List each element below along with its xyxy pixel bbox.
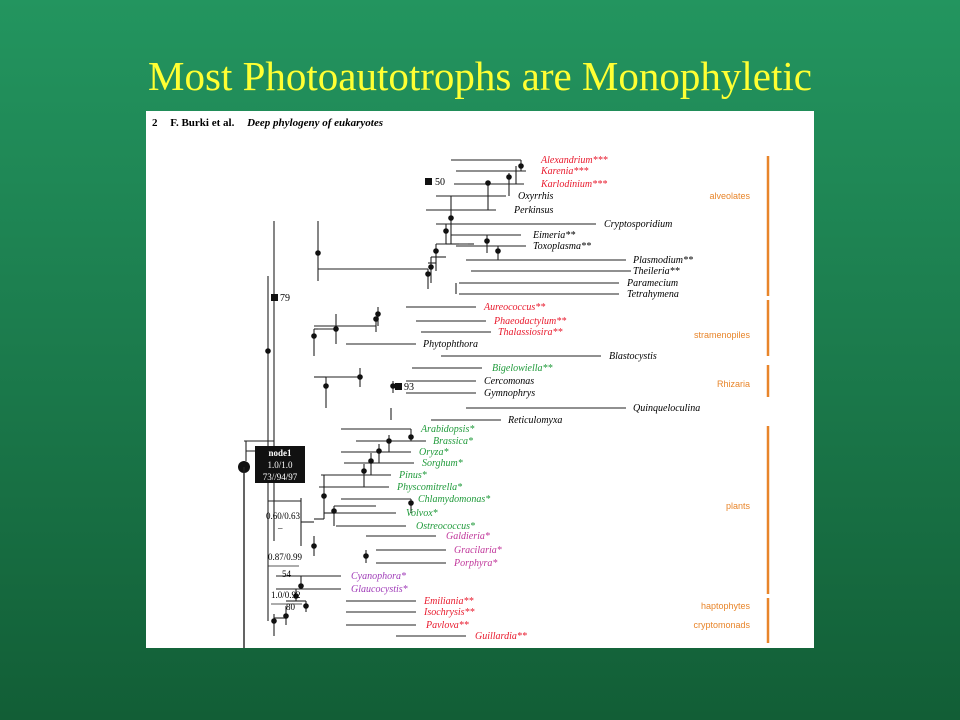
taxon-label: Porphyra* <box>454 558 498 569</box>
taxon-label: Emiliania** <box>424 596 474 607</box>
taxon-label: Cercomonas <box>484 376 535 387</box>
taxon-label: Gymnophrys <box>484 388 536 399</box>
tree-node <box>443 228 449 234</box>
tree-node <box>425 271 431 277</box>
taxon-label: Physcomitrella* <box>397 482 463 493</box>
tree-node <box>433 248 439 254</box>
tree-node <box>376 448 382 454</box>
taxon-label: Karlodinium*** <box>541 179 608 190</box>
taxon-label: Volvox* <box>406 508 438 519</box>
taxon-label: Ostreococcus* <box>416 521 476 532</box>
tree-node <box>506 174 512 180</box>
figure-paper-title: Deep phylogeny of eukaryotes <box>247 117 384 129</box>
slide-title: Most Photoautotrophs are Monophyletic <box>148 53 812 99</box>
taxon-label: Pinus* <box>399 470 427 481</box>
support-square <box>395 383 402 390</box>
taxon-label: Plasmodium** <box>633 255 693 266</box>
taxon-label: Sorghum* <box>422 458 463 469</box>
tree-node <box>495 248 501 254</box>
taxon-label: Theileria** <box>633 266 680 277</box>
tree-node <box>408 500 414 506</box>
red-green-support: 0.87/0.99 <box>268 552 303 562</box>
taxon-label: Quinqueloculina <box>633 403 701 414</box>
group-label: plants <box>725 501 750 511</box>
taxon-label: Bigelowiella** <box>492 363 553 374</box>
taxon-label: Reticulomyxa <box>508 415 563 426</box>
tree-node <box>333 326 339 332</box>
red-green-bootstrap: 54 <box>282 569 291 579</box>
taxon-label: Tetrahymena <box>627 289 679 300</box>
tree-node <box>321 493 327 499</box>
support-value-50: 50 <box>435 177 445 188</box>
tree-node <box>408 434 414 440</box>
taxon-label: Isochrysis** <box>424 607 475 618</box>
taxon-label: Karenia*** <box>541 166 589 177</box>
tree-node <box>361 468 367 474</box>
taxon-label: Phaeodactylum** <box>494 316 567 327</box>
group-label: Rhizaria <box>716 379 750 389</box>
tree-node <box>311 543 317 549</box>
taxon-label: Thalassiosira** <box>498 327 563 338</box>
phylogeny-figure <box>146 111 814 648</box>
tree-node <box>448 215 454 221</box>
tree-node <box>375 311 381 317</box>
support-square <box>425 178 432 185</box>
taxon-label: Blastocystis <box>609 351 657 362</box>
tree-node <box>283 613 289 619</box>
taxon-label: Oxyrrhis <box>518 191 554 202</box>
taxon-label: Paramecium <box>627 278 679 289</box>
group-label: alveolates <box>709 191 750 201</box>
plants-support-dash: – <box>278 523 283 533</box>
plants-support: 0.60/0.63 <box>266 511 301 521</box>
group-label: stramenopiles <box>693 330 750 340</box>
group-label: cryptomonads <box>693 620 750 630</box>
node1-bootstrap: 73//94/97 <box>262 472 298 482</box>
tree-node <box>315 250 321 256</box>
glauco-bootstrap: 80 <box>286 602 295 612</box>
taxon-label: Aureococcus** <box>484 302 546 313</box>
support-square <box>271 294 278 301</box>
taxon-label: Phytophthora <box>423 339 478 350</box>
taxon-label: Alexandrium*** <box>541 155 608 166</box>
taxon-label: Chlamydomonas* <box>418 494 491 505</box>
node1-posterior: 1.0/1.0 <box>267 460 293 470</box>
tree-node <box>373 316 379 322</box>
tree-node <box>428 264 434 270</box>
support-value-79: 79 <box>280 293 290 304</box>
taxon-label: Eimeria** <box>533 230 576 241</box>
tree-node <box>518 163 524 169</box>
taxon-label: Oryza* <box>419 447 449 458</box>
taxon-label: Toxoplasma** <box>533 241 591 252</box>
tree-node <box>323 383 329 389</box>
tree-node <box>265 348 271 354</box>
tree-node <box>311 333 317 339</box>
tree-node <box>390 383 396 389</box>
taxon-label: Perkinsus <box>514 205 554 216</box>
tree-node <box>298 583 304 589</box>
glauco-support: 1.0/0.92 <box>271 590 301 600</box>
tree-node <box>303 603 309 609</box>
taxon-label: Brassica* <box>433 436 473 447</box>
group-label: haptophytes <box>700 601 750 611</box>
tree-node <box>331 508 337 514</box>
tree-node <box>484 238 490 244</box>
page-number: 2 <box>152 117 158 129</box>
node1-label: node1 <box>268 448 292 458</box>
tree-node <box>386 438 392 444</box>
taxon-label: Gracilaria* <box>454 545 502 556</box>
support-value-93: 93 <box>404 382 414 393</box>
taxon-label: Galdieria* <box>446 531 490 542</box>
tree-node <box>363 553 369 559</box>
phylogenetic-tree <box>146 111 814 648</box>
tree-node <box>357 374 363 380</box>
figure-authors: F. Burki et al. <box>170 117 235 129</box>
taxon-label: Glaucocystis* <box>351 584 408 595</box>
taxon-label: Arabidopsis* <box>421 424 475 435</box>
taxon-label: Cyanophora* <box>351 571 406 582</box>
taxon-label: Pavlova** <box>426 620 469 631</box>
taxon-label: Cryptosporidium <box>604 219 673 230</box>
taxon-label: Guillardia** <box>475 631 527 642</box>
tree-node <box>271 618 277 624</box>
tree-node <box>368 458 374 464</box>
tree-node <box>485 180 491 186</box>
